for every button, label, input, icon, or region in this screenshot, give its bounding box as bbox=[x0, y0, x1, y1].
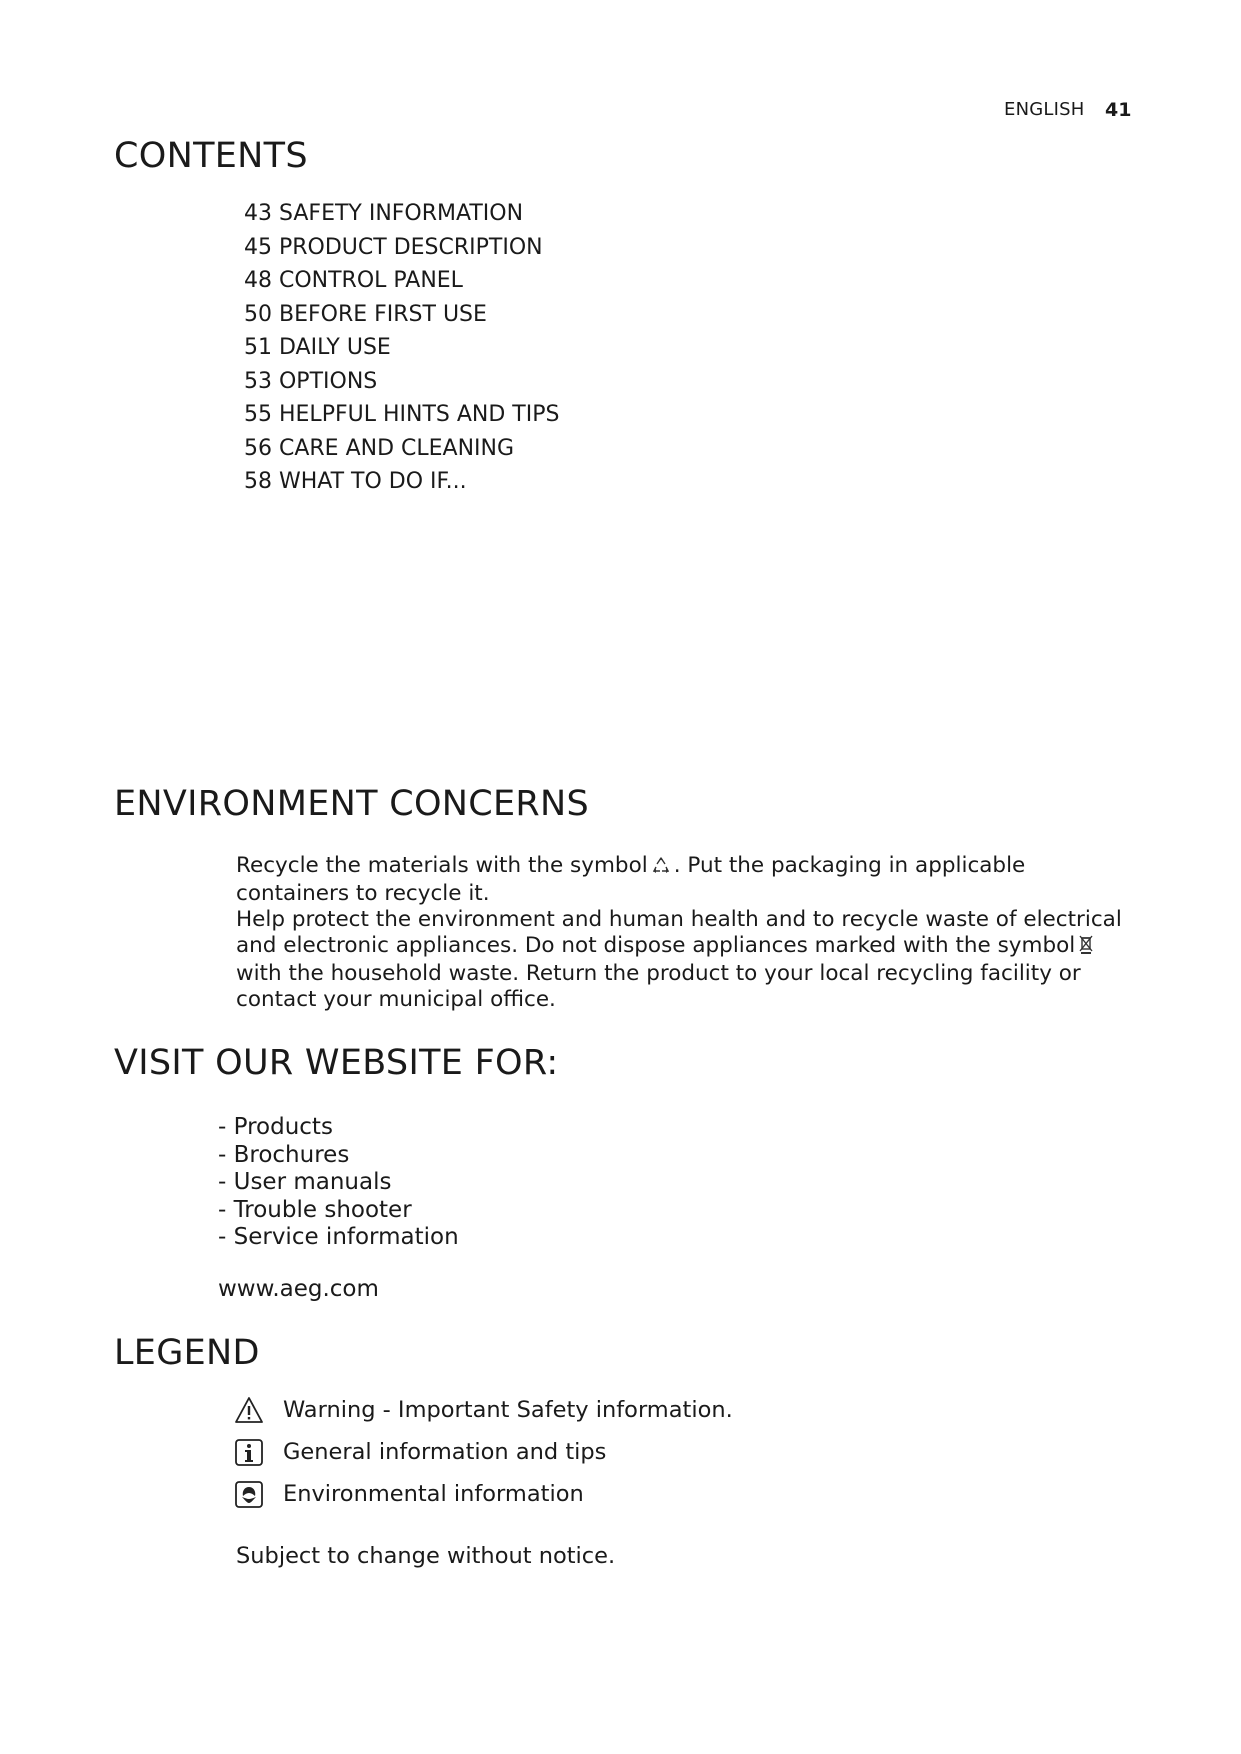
info-icon bbox=[234, 1437, 264, 1467]
toc-item[interactable]: 58 WHAT TO DO IF... bbox=[244, 469, 467, 494]
environment-p2-end: with the household waste. Return the product to your local recycling facility or contact your municipal office. bbox=[236, 961, 1081, 1012]
toc-item[interactable]: 56 CARE AND CLEANING bbox=[244, 435, 515, 461]
toc-item[interactable]: 55 HELPFUL HINTS AND TIPS bbox=[244, 402, 560, 427]
legend-item-warning bbox=[234, 1394, 733, 1426]
website-title: VISIT OUR WEBSITE FOR: bbox=[114, 1043, 559, 1083]
toc-item[interactable]: 50 BEFORE FIRST USE bbox=[244, 301, 487, 327]
website-list bbox=[218, 1114, 459, 1252]
list-item: - Brochures bbox=[218, 1141, 350, 1168]
list-item: - Service information bbox=[218, 1224, 459, 1250]
legend-title: LEGEND bbox=[114, 1333, 260, 1373]
environment-p1-end: . Put the packaging in applicable containers to recycle it. bbox=[236, 853, 1026, 906]
list-item: - Products bbox=[218, 1114, 333, 1140]
toc-item[interactable]: 48 CONTROL PANEL bbox=[244, 268, 463, 293]
website-link[interactable]: www.aeg.com bbox=[218, 1276, 379, 1302]
crossed-bin-icon bbox=[1079, 934, 1093, 961]
contents-list bbox=[244, 197, 559, 499]
warning-triangle-icon bbox=[234, 1395, 264, 1425]
list-item: - User manuals bbox=[218, 1169, 392, 1195]
recycle-icon bbox=[652, 855, 670, 881]
legend-text: General information and tips bbox=[283, 1439, 607, 1465]
legend-text: Warning - Important Safety information. bbox=[283, 1397, 733, 1423]
environment-p1-start: Recycle the materials with the symbol bbox=[236, 853, 648, 878]
contents-title: CONTENTS bbox=[114, 136, 308, 176]
toc-item[interactable]: 51 DAILY USE bbox=[244, 335, 391, 360]
environment-title: ENVIRONMENT CONCERNS bbox=[114, 784, 590, 824]
toc-item[interactable]: 45 PRODUCT DESCRIPTION bbox=[244, 234, 543, 260]
list-item: - Trouble shooter bbox=[218, 1196, 412, 1223]
toc-item[interactable]: 53 OPTIONS bbox=[244, 368, 378, 394]
environment-p2-start: Help protect the environment and human health and to recycle waste of electrical and electronic appliances. Do not dispose appliances marked with the symbol bbox=[236, 907, 1122, 958]
legend-item-environment bbox=[234, 1478, 584, 1510]
environment-icon bbox=[234, 1479, 264, 1509]
environment-text bbox=[236, 853, 1126, 1013]
page-number: 41 bbox=[1105, 99, 1132, 121]
change-notice: Subject to change without notice. bbox=[236, 1543, 616, 1569]
legend-item-info bbox=[234, 1436, 606, 1468]
legend-text: Environmental information bbox=[283, 1481, 584, 1507]
toc-item[interactable]: 43 SAFETY INFORMATION bbox=[244, 201, 524, 226]
header-language: ENGLISH bbox=[1004, 99, 1085, 120]
